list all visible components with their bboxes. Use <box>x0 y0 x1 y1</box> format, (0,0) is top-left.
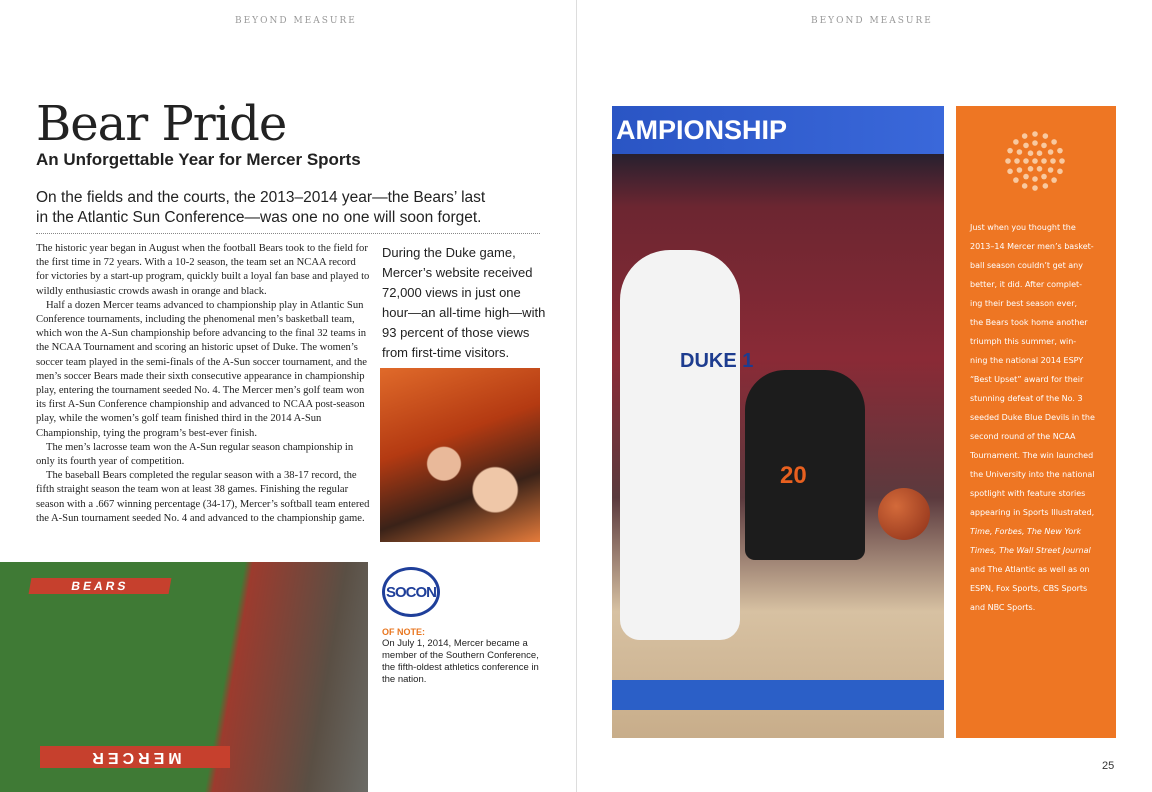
burst-dot <box>1017 167 1023 173</box>
burst-dot <box>1037 150 1043 156</box>
burst-dot <box>1057 169 1063 175</box>
duke-player <box>620 250 740 640</box>
sidebar-text <box>970 218 1110 617</box>
body-paragraph: Half a dozen Mercer teams advanced to championship play in Atlantic Sun Conference tournaments, including the phenomenal men’s basketball team, which won the A-Sun championship before advancing to the final 32 teams in the NCAA Tournament and scoring an historic upset of Duke. The women’s soccer team played in the semi-finals of the A-Sun soccer tournament, and the men’s soccer Bears made their sixth consecutive appearance in championship play, entering the tournament seeded No. 4. The Mercer men’s golf team won its first A-Sun Conference championship and advanced to NCAA post-season play, while the women’s golf team finished third in the 2014 A-Sun Championship, tying the program’s best-ever finish. <box>36 299 367 439</box>
body-paragraph: The baseball Bears completed the regular season with a 38-17 record, the fifth straight season the team won at least 38 games. Finishing the regular season with a .667 winning percentage (34-17), Mercer’s softball team entered the A-Sun tournament seeded No. 4 and advanced to the championship game. <box>36 470 370 524</box>
burst-dot <box>1041 143 1047 149</box>
burst-dot <box>1028 166 1034 172</box>
sidebar-line: appearing in Sports Illustrated, <box>970 508 1095 517</box>
sidebar-line: stunning defeat of the No. 3 <box>970 394 1083 403</box>
burst-dot <box>1013 139 1019 145</box>
championship-banner: AMPIONSHIP <box>612 106 944 154</box>
sidebar-line: and The Atlantic as well as on <box>970 565 1090 574</box>
sidebar-line: ball season couldn’t get any <box>970 261 1083 270</box>
sidebar-line: Times, The Wall Street Journal <box>970 546 1091 555</box>
burst-dot <box>1051 177 1057 183</box>
deck-text: On the fields and the courts, the 2013–2014 year—the Bears’ last in the Atlantic Sun Conference—was one no one will soon forget. <box>36 189 486 226</box>
sidebar-line: Just when you thought the <box>970 223 1076 232</box>
endzone-text: BEARS <box>29 578 172 594</box>
burst-dot <box>1032 131 1038 137</box>
burst-dot <box>1050 158 1056 164</box>
sidebar-line: second round of the NCAA <box>970 432 1076 441</box>
burst-dot <box>1032 140 1038 146</box>
burst-dot <box>1007 148 1013 154</box>
burst-dots-icon <box>1000 126 1070 196</box>
sidebar-line: ing their best season ever, <box>970 299 1078 308</box>
sidebar-line: Tournament. The win launched <box>970 451 1094 460</box>
sidebar-line: better, it did. After complet- <box>970 280 1083 289</box>
sidebar-line: Time, Forbes, The New York <box>970 527 1082 536</box>
burst-dot <box>1057 148 1063 154</box>
socon-logo <box>382 567 440 617</box>
burst-dot <box>1059 158 1065 164</box>
court-floor <box>612 680 944 710</box>
socon-logo-text: SOCON <box>385 583 436 601</box>
burst-dot <box>1028 150 1034 156</box>
burst-dot <box>1048 167 1054 173</box>
duke-jersey-text: DUKE 1 <box>680 350 754 372</box>
pull-quote: During the Duke game, Mercer’s website received 72,000 views in just one hour—an all-time high—with 93 percent of those views from first-time visitors. <box>382 245 546 360</box>
article-body <box>36 242 370 526</box>
burst-dot <box>1022 183 1028 189</box>
burst-dot <box>1023 143 1029 149</box>
body-paragraph: The men’s lacrosse team won the A-Sun regular season championship in only its fourth year of competition. <box>36 441 354 468</box>
running-head-left: BEYOND MEASURE <box>235 16 357 26</box>
page-subtitle: An Unforgettable Year for Mercer Sports <box>36 150 361 169</box>
divider <box>36 233 540 234</box>
sidebar-line: and NBC Sports. <box>970 603 1036 612</box>
burst-dot <box>1048 149 1054 155</box>
burst-dot <box>1023 174 1029 180</box>
mercer-jersey-number: 20 <box>780 462 807 489</box>
sidebar-line: the Bears took home another <box>970 318 1088 327</box>
endzone-text: MERCER <box>40 746 230 768</box>
page-gutter <box>576 0 577 792</box>
sidebar-line: ESPN, Fox Sports, CBS Sports <box>970 584 1088 593</box>
basketball <box>878 488 930 540</box>
body-paragraph: The historic year began in August when the football Bears took to the field for the first time in 72 years. With a 10-2 season, the team set an NCAA record for victories by a start-up program, quickly built a loyal fan base and played to wildly enthusiastic crowds awash in orange and black. <box>36 243 370 297</box>
burst-dot <box>1014 158 1020 164</box>
sidebar-line: the University into the national <box>970 470 1095 479</box>
sidebar-line: “Best Upset” award for their <box>970 375 1084 384</box>
crowd-photo <box>380 368 540 542</box>
burst-dot <box>1051 139 1057 145</box>
burst-dot <box>1032 158 1038 164</box>
running-head-right: BEYOND MEASURE <box>811 16 933 26</box>
burst-dot <box>1017 149 1023 155</box>
burst-dot <box>1013 177 1019 183</box>
page-title: Bear Pride <box>36 96 287 152</box>
burst-dot <box>1032 176 1038 182</box>
burst-dot <box>1043 183 1049 189</box>
note-text: On July 1, 2014, Mercer became a member of the Southern Conference, the fifth-oldest athletics conference in the nation. <box>382 638 539 685</box>
sidebar-line: seeded Duke Blue Devils in the <box>970 413 1095 422</box>
burst-dot <box>1041 158 1047 164</box>
burst-dot <box>1007 169 1013 175</box>
burst-dot <box>1022 133 1028 139</box>
burst-dot <box>1023 158 1029 164</box>
burst-dot <box>1043 133 1049 139</box>
page-number: 25 <box>1102 760 1115 772</box>
burst-dot <box>1037 166 1043 172</box>
sidebar-line: ning the national 2014 ESPY <box>970 356 1084 365</box>
sidebar-line: 2013–14 Mercer men’s basket- <box>970 242 1094 251</box>
burst-dot <box>1041 174 1047 180</box>
burst-dot <box>1032 185 1038 191</box>
note-label: OF NOTE: <box>382 627 425 637</box>
sidebar-line: triumph this summer, win- <box>970 337 1077 346</box>
sidebar-line: spotlight with feature stories <box>970 489 1086 498</box>
burst-dot <box>1005 158 1011 164</box>
